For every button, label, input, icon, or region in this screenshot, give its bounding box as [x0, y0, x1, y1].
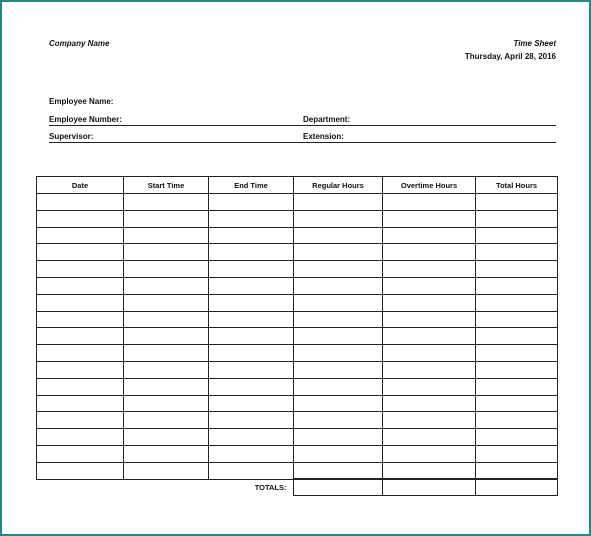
overtime-hours-cell[interactable]	[383, 261, 476, 278]
start-time-cell[interactable]	[124, 345, 209, 362]
table-row	[37, 294, 558, 311]
totals-row	[36, 479, 557, 496]
end-time-cell[interactable]	[209, 361, 294, 378]
doc-date: Thursday, April 28, 2016	[464, 52, 556, 61]
end-time-cell[interactable]	[209, 244, 294, 261]
regular-hours-cell[interactable]	[294, 462, 383, 479]
regular-hours-cell[interactable]	[294, 227, 383, 244]
table-row	[37, 412, 558, 429]
total-hours-cell[interactable]	[476, 412, 558, 429]
timesheet-table	[36, 176, 558, 480]
overtime-hours-cell[interactable]	[383, 244, 476, 261]
end-time-cell[interactable]	[209, 429, 294, 446]
totals-regular-hours-cell[interactable]	[293, 479, 382, 496]
start-time-cell[interactable]	[124, 462, 209, 479]
date-cell[interactable]	[37, 311, 124, 328]
regular-hours-cell[interactable]	[294, 277, 383, 294]
overtime-hours-cell[interactable]	[383, 227, 476, 244]
table-row	[37, 261, 558, 278]
table-row	[37, 429, 558, 446]
col-header-regular-hours: Regular Hours	[294, 177, 383, 194]
overtime-hours-cell[interactable]	[383, 361, 476, 378]
field-underline-1	[49, 125, 556, 126]
end-time-cell[interactable]	[209, 462, 294, 479]
regular-hours-cell[interactable]	[294, 311, 383, 328]
start-time-cell[interactable]	[124, 294, 209, 311]
supervisor-label: Supervisor:	[49, 132, 94, 141]
table-row	[37, 244, 558, 261]
col-header-start-time: Start Time	[124, 177, 209, 194]
totals-label: TOTALS:	[254, 482, 287, 492]
date-cell[interactable]	[37, 395, 124, 412]
regular-hours-cell[interactable]	[294, 261, 383, 278]
col-header-total-hours: Total Hours	[476, 177, 558, 194]
start-time-cell[interactable]	[124, 395, 209, 412]
date-cell[interactable]	[37, 378, 124, 395]
totals-spacer	[36, 479, 123, 496]
overtime-hours-cell[interactable]	[383, 210, 476, 227]
regular-hours-cell[interactable]	[294, 395, 383, 412]
extension-label: Extension:	[303, 132, 344, 141]
table-row	[37, 462, 558, 479]
col-header-end-time: End Time	[209, 177, 294, 194]
total-hours-cell[interactable]	[476, 328, 558, 345]
employee-number-label: Employee Number:	[49, 115, 122, 124]
end-time-cell[interactable]	[209, 378, 294, 395]
table-row	[37, 345, 558, 362]
total-hours-cell[interactable]	[476, 210, 558, 227]
date-cell[interactable]	[37, 429, 124, 446]
start-time-cell[interactable]	[124, 261, 209, 278]
end-time-cell[interactable]	[209, 412, 294, 429]
overtime-hours-cell[interactable]	[383, 462, 476, 479]
table-row	[37, 361, 558, 378]
start-time-cell[interactable]	[124, 277, 209, 294]
total-hours-cell[interactable]	[476, 261, 558, 278]
end-time-cell[interactable]	[209, 294, 294, 311]
regular-hours-cell[interactable]	[294, 445, 383, 462]
start-time-cell[interactable]	[124, 361, 209, 378]
overtime-hours-cell[interactable]	[383, 277, 476, 294]
total-hours-cell[interactable]	[476, 194, 558, 211]
regular-hours-cell[interactable]	[294, 194, 383, 211]
date-cell[interactable]	[37, 194, 124, 211]
overtime-hours-cell[interactable]	[383, 194, 476, 211]
overtime-hours-cell[interactable]	[383, 429, 476, 446]
total-hours-cell[interactable]	[476, 378, 558, 395]
regular-hours-cell[interactable]	[294, 378, 383, 395]
timesheet-body	[37, 194, 558, 480]
date-cell[interactable]	[37, 277, 124, 294]
total-hours-cell[interactable]	[476, 361, 558, 378]
total-hours-cell[interactable]	[476, 445, 558, 462]
total-hours-cell[interactable]	[476, 244, 558, 261]
start-time-cell[interactable]	[124, 445, 209, 462]
col-header-overtime-hours: Overtime Hours	[383, 177, 476, 194]
table-row	[37, 378, 558, 395]
table-row	[37, 311, 558, 328]
date-cell[interactable]	[37, 445, 124, 462]
date-cell[interactable]	[37, 345, 124, 362]
start-time-cell[interactable]	[124, 328, 209, 345]
end-time-cell[interactable]	[209, 311, 294, 328]
table-row	[37, 395, 558, 412]
end-time-cell[interactable]	[209, 328, 294, 345]
start-time-cell[interactable]	[124, 194, 209, 211]
date-cell[interactable]	[37, 244, 124, 261]
start-time-cell[interactable]	[124, 412, 209, 429]
date-cell[interactable]	[37, 328, 124, 345]
total-hours-cell[interactable]	[476, 429, 558, 446]
overtime-hours-cell[interactable]	[383, 311, 476, 328]
company-name: Company Name	[49, 39, 110, 48]
regular-hours-cell[interactable]	[294, 294, 383, 311]
end-time-cell[interactable]	[209, 395, 294, 412]
end-time-cell[interactable]	[209, 261, 294, 278]
date-cell[interactable]	[37, 294, 124, 311]
table-row	[37, 328, 558, 345]
date-cell[interactable]	[37, 210, 124, 227]
regular-hours-cell[interactable]	[294, 210, 383, 227]
overtime-hours-cell[interactable]	[383, 412, 476, 429]
date-cell[interactable]	[37, 462, 124, 479]
start-time-cell[interactable]	[124, 378, 209, 395]
field-underline-2	[49, 142, 556, 143]
overtime-hours-cell[interactable]	[383, 294, 476, 311]
total-hours-cell[interactable]	[476, 227, 558, 244]
total-hours-cell[interactable]	[476, 277, 558, 294]
end-time-cell[interactable]	[209, 345, 294, 362]
start-time-cell[interactable]	[124, 429, 209, 446]
doc-title: Time Sheet	[513, 39, 556, 48]
regular-hours-cell[interactable]	[294, 361, 383, 378]
table-header-row	[37, 177, 558, 194]
date-cell[interactable]	[37, 261, 124, 278]
table-row	[37, 277, 558, 294]
start-time-cell[interactable]	[124, 311, 209, 328]
start-time-cell[interactable]	[124, 244, 209, 261]
employee-name-label: Employee Name:	[49, 97, 114, 106]
total-hours-cell[interactable]	[476, 462, 558, 479]
regular-hours-cell[interactable]	[294, 244, 383, 261]
total-hours-cell[interactable]	[476, 311, 558, 328]
end-time-cell[interactable]	[209, 445, 294, 462]
overtime-hours-cell[interactable]	[383, 445, 476, 462]
regular-hours-cell[interactable]	[294, 429, 383, 446]
start-time-cell[interactable]	[124, 227, 209, 244]
total-hours-cell[interactable]	[476, 345, 558, 362]
regular-hours-cell[interactable]	[294, 345, 383, 362]
total-hours-cell[interactable]	[476, 395, 558, 412]
table-row	[37, 445, 558, 462]
totals-spacer	[123, 479, 208, 496]
total-hours-cell[interactable]	[476, 294, 558, 311]
table-row	[37, 210, 558, 227]
table-row	[37, 194, 558, 211]
date-cell[interactable]	[37, 227, 124, 244]
table-row	[37, 227, 558, 244]
totals-total-hours-cell[interactable]	[475, 479, 557, 496]
end-time-cell[interactable]	[209, 277, 294, 294]
start-time-cell[interactable]	[124, 210, 209, 227]
regular-hours-cell[interactable]	[294, 412, 383, 429]
overtime-hours-cell[interactable]	[383, 395, 476, 412]
col-header-date: Date	[37, 177, 124, 194]
department-label: Department:	[303, 115, 351, 124]
end-time-cell[interactable]	[209, 194, 294, 211]
end-time-cell[interactable]	[209, 210, 294, 227]
totals-table	[36, 478, 558, 496]
overtime-hours-cell[interactable]	[383, 328, 476, 345]
end-time-cell[interactable]	[209, 227, 294, 244]
date-cell[interactable]	[37, 361, 124, 378]
overtime-hours-cell[interactable]	[383, 378, 476, 395]
regular-hours-cell[interactable]	[294, 328, 383, 345]
totals-overtime-hours-cell[interactable]	[382, 479, 475, 496]
date-cell[interactable]	[37, 412, 124, 429]
overtime-hours-cell[interactable]	[383, 345, 476, 362]
